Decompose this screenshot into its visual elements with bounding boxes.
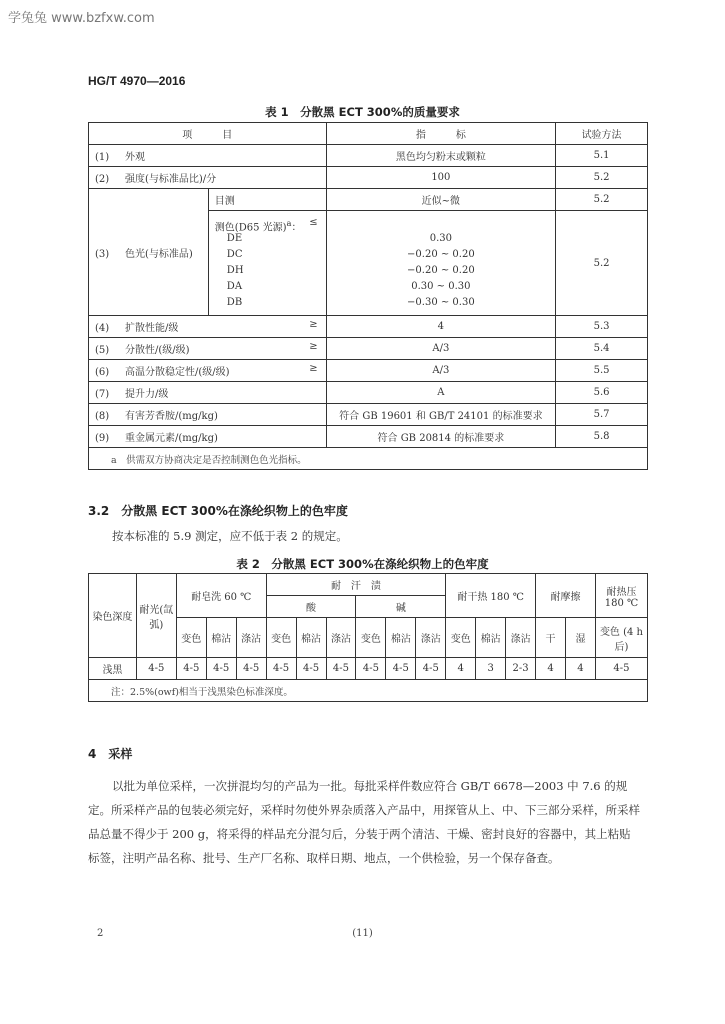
section-3-2-text: 按本标准的 5.9 测定，应不低于表 2 的规定。 xyxy=(112,529,348,543)
table-row xyxy=(89,360,648,382)
cell: 4-5 xyxy=(206,658,236,680)
standard-number: HG/T 4970—2016 xyxy=(88,74,186,88)
cell: 4-5 xyxy=(416,658,446,680)
table-row xyxy=(89,316,648,338)
row-value: 100 xyxy=(326,167,556,189)
table1-note: a 供需双方协商决定是否控制测色色光指标。 xyxy=(89,448,648,470)
row-value: A/3 xyxy=(326,360,556,382)
cell: 4-5 xyxy=(136,658,176,680)
cell: 4-5 xyxy=(326,658,356,680)
param-name: DH xyxy=(226,265,244,276)
cell: 2-3 xyxy=(506,658,536,680)
sub-header: 涤沾 xyxy=(506,618,536,658)
table1 xyxy=(88,122,648,470)
shade-visual-row xyxy=(89,189,648,211)
table-row xyxy=(89,426,648,448)
table2 xyxy=(88,573,648,702)
header-press: 耐热压 180 ℃ xyxy=(595,574,647,618)
table-row xyxy=(89,658,648,680)
sub-header: 变色 xyxy=(446,618,476,658)
row-num: (3) xyxy=(95,248,110,260)
row-item: 提升力/级 xyxy=(125,389,169,400)
shade-visual-label: 目测 xyxy=(208,189,326,211)
row-value: 符合 GB 20814 的标准要求 xyxy=(326,426,556,448)
header-alkali: 碱 xyxy=(356,596,446,618)
row-item: 强度(与标准品比)/分 xyxy=(125,174,217,185)
param-name: DE xyxy=(226,233,243,244)
sub-header: 涤沾 xyxy=(236,618,266,658)
row-sign: ≥ xyxy=(309,341,318,352)
param-value: −0.30 ~ 0.30 xyxy=(407,297,475,308)
table-row xyxy=(89,167,648,189)
row-num: (8) xyxy=(95,411,110,422)
sub-header: 变色 xyxy=(356,618,386,658)
cell: 4 xyxy=(446,658,476,680)
cell: 4-5 xyxy=(296,658,326,680)
watermark: 学兔兔 www.bzfxw.com xyxy=(8,11,155,26)
row-value: 4 xyxy=(326,316,556,338)
row-value: 符合 GB 19601 和 GB/T 24101 的标准要求 xyxy=(326,404,556,426)
row-method: 5.8 xyxy=(556,426,648,448)
section-3-2-heading: 3.2 分散黑 ECT 300%在涤纶织物上的色牢度 xyxy=(88,504,348,518)
row-num: (4) xyxy=(95,323,110,334)
row-num: (1) xyxy=(95,152,110,163)
row-label: 浅黑 xyxy=(89,658,137,680)
param-name: DA xyxy=(226,281,243,292)
d65-label: 测色(D65 光源) xyxy=(214,222,287,234)
shade-d65-row: 测色(D65 光源)$^a$： ≤ DE DC DH DA DB 0.30 −0.20 ~ 0.20 −0.20 ~ 0.20 0.30 ~ 0.30 −0.30 ~ 0.30 5.2 xyxy=(89,211,648,316)
header-rub: 耐摩擦 xyxy=(536,574,596,618)
cell: 4-5 xyxy=(356,658,386,680)
row-num: (7) xyxy=(95,389,110,400)
table2-note: 注：2.5%(owf)相当于浅黑染色标准深度。 xyxy=(89,680,648,702)
page-sequence: (11) xyxy=(352,928,373,939)
table-row xyxy=(89,145,648,167)
row-item: 外观 xyxy=(125,152,145,163)
shade-visual-method: 5.2 xyxy=(556,189,648,211)
row-value: 黑色均匀粉末或颗粒 xyxy=(326,145,556,167)
header-value: 指 标 xyxy=(326,123,556,145)
header-method: 试验方法 xyxy=(556,123,648,145)
header-item: 项 目 xyxy=(89,123,327,145)
row-method: 5.1 xyxy=(556,145,648,167)
cell: 4 xyxy=(536,658,566,680)
shade-visual-value: 近似~微 xyxy=(326,189,556,211)
sub-header: 涤沾 xyxy=(326,618,356,658)
cell: 4-5 xyxy=(386,658,416,680)
row-method: 5.6 xyxy=(556,382,648,404)
row-method: 5.2 xyxy=(556,167,648,189)
shade-method: 5.2 xyxy=(556,211,648,316)
table-row xyxy=(89,404,648,426)
row-sign: ≥ xyxy=(309,319,318,330)
table1-header xyxy=(89,123,648,145)
table2-header-1 xyxy=(89,574,648,596)
cell: 3 xyxy=(476,658,506,680)
sub-header: 变色 xyxy=(176,618,206,658)
table-row xyxy=(89,382,648,404)
sub-header: 变色 xyxy=(266,618,296,658)
header-light: 耐光(氙弧) xyxy=(136,574,176,658)
sub-header: 变色 (4 h 后) xyxy=(595,618,647,658)
header-acid: 酸 xyxy=(266,596,356,618)
sub-header: 棉沾 xyxy=(206,618,236,658)
row-num: (2) xyxy=(95,174,110,185)
param-name: DB xyxy=(226,297,243,308)
table-row xyxy=(89,338,648,360)
shade-item: 色光(与标准品) xyxy=(125,248,193,260)
row-value: A xyxy=(326,382,556,404)
row-item: 有害芳香胺/(mg/kg) xyxy=(125,411,218,422)
row-method: 5.7 xyxy=(556,404,648,426)
header-depth: 染色深度 xyxy=(89,574,137,658)
sub-header: 棉沾 xyxy=(476,618,506,658)
header-wash: 耐皂洗 60 ℃ xyxy=(176,574,266,618)
param-value: −0.20 ~ 0.20 xyxy=(407,265,475,276)
row-item: 重金属元素/(mg/kg) xyxy=(125,433,218,444)
param-value: 0.30 ~ 0.30 xyxy=(411,281,471,292)
header-dry-heat: 耐干热 180 ℃ xyxy=(446,574,536,618)
table2-note-row xyxy=(89,680,648,702)
row-sign: ≥ xyxy=(309,363,318,374)
cell: 4-5 xyxy=(176,658,206,680)
d65-sign: ≤ xyxy=(309,217,318,228)
param-value: −0.20 ~ 0.20 xyxy=(407,249,475,260)
sub-header: 干 xyxy=(536,618,566,658)
row-method: 5.5 xyxy=(556,360,648,382)
header-sweat: 耐 汗 渍 xyxy=(266,574,446,596)
table1-caption: 表 1 分散黑 ECT 300%的质量要求 xyxy=(265,105,460,119)
param-value: 0.30 xyxy=(429,233,452,244)
row-method: 5.4 xyxy=(556,338,648,360)
sub-header: 棉沾 xyxy=(296,618,326,658)
sub-header: 涤沾 xyxy=(416,618,446,658)
table2-caption: 表 2 分散黑 ECT 300%在涤纶织物上的色牢度 xyxy=(236,557,489,571)
cell: 4-5 xyxy=(236,658,266,680)
row-item: 分散性/(级/级) xyxy=(125,345,190,356)
cell: 4-5 xyxy=(595,658,647,680)
section-4-heading: 4 采样 xyxy=(88,747,133,761)
cell: 4 xyxy=(566,658,596,680)
row-num: (6) xyxy=(95,367,110,378)
page-number: 2 xyxy=(97,928,104,939)
row-value: A/3 xyxy=(326,338,556,360)
row-item: 高温分散稳定性/(级/级) xyxy=(125,367,230,378)
section-4-text: 以批为单位采样，一次拼混均匀的产品为一批。每批采样件数应符合 GB/T 6678—2003 中 7.6 的规定。所采样产品的包装必须完好，采样时勿使外界杂质落入产品中，用探管从上、中、下三部分采样，所采样品总量不得少于 200 g，将采得的样品充分混匀后，分装于两个清洁、干燥、密封良好的容器中，其上粘贴标签，注明产品名称、批号、生产厂名称、取样日期、地点，一个供检验，另一个保存备查。 xyxy=(88,779,640,865)
sub-header: 湿 xyxy=(566,618,596,658)
row-num: (5) xyxy=(95,345,110,356)
row-method: 5.3 xyxy=(556,316,648,338)
row-num: (9) xyxy=(95,433,110,444)
row-item: 扩散性能/级 xyxy=(125,323,179,334)
sub-header: 棉沾 xyxy=(386,618,416,658)
d65-sup: a xyxy=(286,218,292,228)
table1-note-row xyxy=(89,448,648,470)
cell: 4-5 xyxy=(266,658,296,680)
param-name: DC xyxy=(226,249,243,260)
